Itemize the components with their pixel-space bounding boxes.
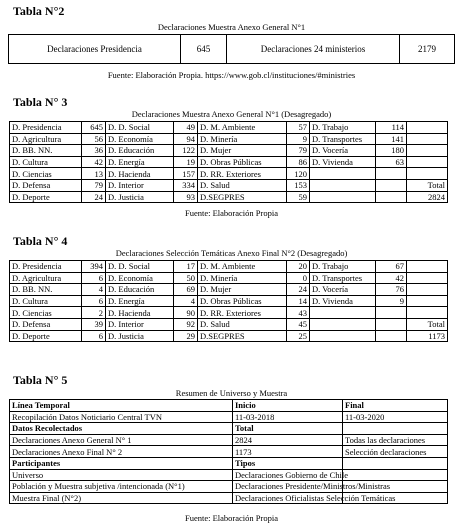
table-cell	[376, 330, 407, 342]
table-cell: 14	[287, 295, 310, 307]
table-cell	[376, 168, 407, 180]
table-cell: D. Deporte	[10, 191, 82, 203]
table-3	[9, 121, 448, 203]
table-cell: 6	[82, 272, 106, 284]
table-cell	[310, 330, 376, 342]
table-cell	[343, 457, 448, 469]
table-cell	[407, 261, 448, 273]
table-cell: D. Cultura	[10, 156, 82, 168]
table-cell: 334	[174, 179, 198, 191]
table-cell: 6	[82, 295, 106, 307]
table-cell: D. Obras Públicas	[198, 156, 287, 168]
table-cell: D. Vocería	[310, 145, 376, 157]
table-cell: D. Minería	[198, 272, 287, 284]
table-cell	[310, 168, 376, 180]
table-cell: Total	[233, 423, 343, 435]
table-cell: Selección declaraciones	[343, 446, 448, 458]
table-4-caption: Declaraciones Selección Temáticas Anexo Final N°2 (Desagregado)	[115, 248, 348, 258]
table-cell: D. Salud	[198, 318, 287, 330]
table-cell: 92	[174, 318, 198, 330]
table-cell: D. Cultura	[10, 295, 82, 307]
table-cell: Total	[407, 179, 448, 191]
table-cell	[310, 179, 376, 191]
table-5-title: Tabla N° 5	[13, 373, 68, 387]
table-cell: D. Ciencias	[10, 168, 82, 180]
table-cell: Total	[407, 318, 448, 330]
table-cell: 79	[287, 145, 310, 157]
table-cell: D. RR. Exteriores	[198, 168, 287, 180]
table-cell: D. Educación	[106, 145, 174, 157]
table-row	[10, 122, 448, 134]
table-cell: D. D. Social	[106, 261, 174, 273]
table-cell: D. Defensa	[10, 179, 82, 191]
table-cell: Todas las declaraciones	[343, 434, 448, 446]
table-cell: 6	[82, 330, 106, 342]
table-cell: D. Economía	[106, 133, 174, 145]
table-row	[10, 411, 448, 423]
table-3-source: Fuente: Elaboración Propia	[184, 208, 278, 218]
table-cell	[376, 179, 407, 191]
table-row	[10, 446, 448, 458]
table-cell: 76	[376, 284, 407, 296]
table-cell: 0	[287, 272, 310, 284]
table-cell: Población y Muestra subjetiva /intencionada (N°1)	[10, 481, 233, 493]
table-cell: Declaraciones Presidente/Ministros/Ministras	[233, 481, 343, 493]
table-row	[10, 457, 448, 469]
table-cell: D. Ciencias	[10, 307, 82, 319]
table-row	[10, 145, 448, 157]
table-cell: Muestra Final (N°2)	[10, 492, 233, 504]
table-cell: 45	[287, 318, 310, 330]
table-2	[8, 34, 455, 64]
table-cell	[407, 122, 448, 134]
table-cell	[407, 295, 448, 307]
table-row	[10, 168, 448, 180]
table-cell: 645	[82, 122, 106, 134]
table-cell: D. Educación	[106, 284, 174, 296]
table-row	[10, 295, 448, 307]
table-cell: 1173	[407, 330, 448, 342]
table-row	[10, 434, 448, 446]
table-cell: D.SEGPRES	[198, 330, 287, 342]
table-2-title: Tabla N°2	[13, 4, 65, 18]
table-cell	[407, 145, 448, 157]
table-cell: Tipos	[233, 457, 343, 469]
table-cell: 9	[287, 133, 310, 145]
table-cell: 67	[376, 261, 407, 273]
table-cell: 86	[287, 156, 310, 168]
table-cell: 153	[287, 179, 310, 191]
table-cell: D. Presidencia	[10, 122, 82, 134]
table-cell	[310, 307, 376, 319]
table-cell: D. BB. NN.	[10, 145, 82, 157]
table-cell: D. Interior	[106, 179, 174, 191]
table-cell: 2824	[407, 191, 448, 203]
table-cell: 120	[287, 168, 310, 180]
table-cell: D. Defensa	[10, 318, 82, 330]
table-cell	[407, 156, 448, 168]
table-row	[10, 191, 448, 203]
table-cell: Declaraciones 24 ministerios	[227, 35, 400, 64]
table-cell: 122	[174, 145, 198, 157]
table-cell: Declaraciones Anexo Final N° 2	[10, 446, 233, 458]
table-cell: D. Mujer	[198, 145, 287, 157]
table-cell: D. Minería	[198, 133, 287, 145]
table-cell: 9	[376, 295, 407, 307]
table-row	[10, 284, 448, 296]
table-cell: 57	[287, 122, 310, 134]
table-cell: 4	[174, 295, 198, 307]
table-cell: 49	[174, 122, 198, 134]
table-row	[10, 492, 448, 504]
table-cell: Participantes	[10, 457, 233, 469]
table-cell	[407, 272, 448, 284]
table-row	[10, 307, 448, 319]
table-cell: 93	[174, 191, 198, 203]
table-5	[9, 399, 448, 504]
table-cell: D. Interior	[106, 318, 174, 330]
table-cell: 11-03-2020	[343, 411, 448, 423]
table-row	[10, 400, 448, 412]
table-cell	[407, 168, 448, 180]
table-cell: Línea Temporal	[10, 400, 233, 412]
table-cell: 63	[376, 156, 407, 168]
table-cell: 180	[376, 145, 407, 157]
table-cell: 11-03-2018	[233, 411, 343, 423]
table-cell: D. M. Ambiente	[198, 261, 287, 273]
table-cell	[407, 307, 448, 319]
table-cell: Datos Recolectados	[10, 423, 233, 435]
table-cell: 90	[174, 307, 198, 319]
table-cell: D. Deporte	[10, 330, 82, 342]
table-cell: D. Vocería	[310, 284, 376, 296]
table-cell: D. Hacienda	[106, 307, 174, 319]
table-cell: D. D. Social	[106, 122, 174, 134]
table-cell: 24	[82, 191, 106, 203]
table-cell	[376, 191, 407, 203]
table-cell	[376, 307, 407, 319]
table-cell: D. Energía	[106, 295, 174, 307]
table-cell: 39	[82, 318, 106, 330]
table-cell: D. BB. NN.	[10, 284, 82, 296]
table-row	[10, 469, 448, 481]
table-row	[10, 330, 448, 342]
table-cell: Declaraciones Gobierno de Chile	[233, 469, 343, 481]
table-cell: D. Obras Públicas	[198, 295, 287, 307]
table-cell: D. Salud	[198, 179, 287, 191]
table-4	[9, 260, 448, 342]
table-cell	[343, 469, 448, 481]
table-row	[10, 423, 448, 435]
table-cell: 2824	[233, 434, 343, 446]
table-row	[10, 261, 448, 273]
table-cell: 4	[82, 284, 106, 296]
table-cell: D. Transportes	[310, 133, 376, 145]
table-row	[10, 481, 448, 493]
table-cell: 19	[174, 156, 198, 168]
table-row	[10, 179, 448, 191]
table-cell: D. Trabajo	[310, 261, 376, 273]
table-row	[9, 35, 455, 64]
table-cell: 94	[174, 133, 198, 145]
table-cell: D. Hacienda	[106, 168, 174, 180]
table-cell: Final	[343, 400, 448, 412]
table-cell: 17	[174, 261, 198, 273]
table-cell: 42	[82, 156, 106, 168]
table-cell: 42	[376, 272, 407, 284]
table-cell: D. Agricultura	[10, 272, 82, 284]
table-cell	[343, 423, 448, 435]
table-cell: 20	[287, 261, 310, 273]
table-3-title: Tabla N° 3	[13, 95, 68, 109]
table-5-caption: Resumen de Universo y Muestra	[175, 388, 288, 398]
table-cell	[310, 191, 376, 203]
table-cell: D. Mujer	[198, 284, 287, 296]
table-cell: 114	[376, 122, 407, 134]
table-cell: 56	[82, 133, 106, 145]
table-cell: D. RR. Exteriores	[198, 307, 287, 319]
table-cell: 24	[287, 284, 310, 296]
table-cell	[310, 318, 376, 330]
table-cell: D. Presidencia	[10, 261, 82, 273]
table-cell: D. Justicia	[106, 330, 174, 342]
table-cell: 2179	[400, 35, 455, 64]
table-cell: 157	[174, 168, 198, 180]
table-cell: 645	[181, 35, 227, 64]
table-2-source: Fuente: Elaboración Propia. https://www.gob.cl/instituciones/#ministries	[107, 70, 356, 80]
table-4-title: Tabla N° 4	[13, 234, 68, 248]
table-cell: Recopilación Datos Noticiario Central TVN	[10, 411, 233, 423]
table-cell: 141	[376, 133, 407, 145]
table-cell: 25	[287, 330, 310, 342]
table-cell: 394	[82, 261, 106, 273]
table-cell: 1173	[233, 446, 343, 458]
table-cell: Declaraciones Oficialistas Selección Temáticas	[233, 492, 343, 504]
table-cell: 43	[287, 307, 310, 319]
table-row	[10, 272, 448, 284]
table-3-caption: Declaraciones Muestra Anexo General N°1 (Desagregado)	[131, 109, 332, 119]
table-cell: 59	[287, 191, 310, 203]
table-2-caption: Declaraciones Muestra Anexo General N°1	[157, 22, 306, 32]
table-row	[10, 318, 448, 330]
table-cell: D. Vivienda	[310, 295, 376, 307]
table-cell: D. Trabajo	[310, 122, 376, 134]
table-cell: 13	[82, 168, 106, 180]
table-cell: D. Vivienda	[310, 156, 376, 168]
table-cell: Declaraciones Presidencia	[9, 35, 181, 64]
table-cell: D. M. Ambiente	[198, 122, 287, 134]
table-cell: 69	[174, 284, 198, 296]
table-cell	[407, 133, 448, 145]
table-cell: D. Transportes	[310, 272, 376, 284]
table-cell: D.SEGPRES	[198, 191, 287, 203]
table-cell: D. Economía	[106, 272, 174, 284]
table-cell	[376, 318, 407, 330]
table-cell: 50	[174, 272, 198, 284]
table-cell: 36	[82, 145, 106, 157]
table-cell: Universo	[10, 469, 233, 481]
table-cell: Declaraciones Anexo General N° 1	[10, 434, 233, 446]
table-5-source: Fuente: Elaboración Propia	[184, 513, 278, 523]
table-cell: Inicio	[233, 400, 343, 412]
table-cell: D. Justicia	[106, 191, 174, 203]
table-row	[10, 156, 448, 168]
table-cell: 29	[174, 330, 198, 342]
table-cell: D. Agricultura	[10, 133, 82, 145]
table-cell: 2	[82, 307, 106, 319]
table-cell: 79	[82, 179, 106, 191]
table-cell	[407, 284, 448, 296]
table-cell: D. Energía	[106, 156, 174, 168]
table-row	[10, 133, 448, 145]
